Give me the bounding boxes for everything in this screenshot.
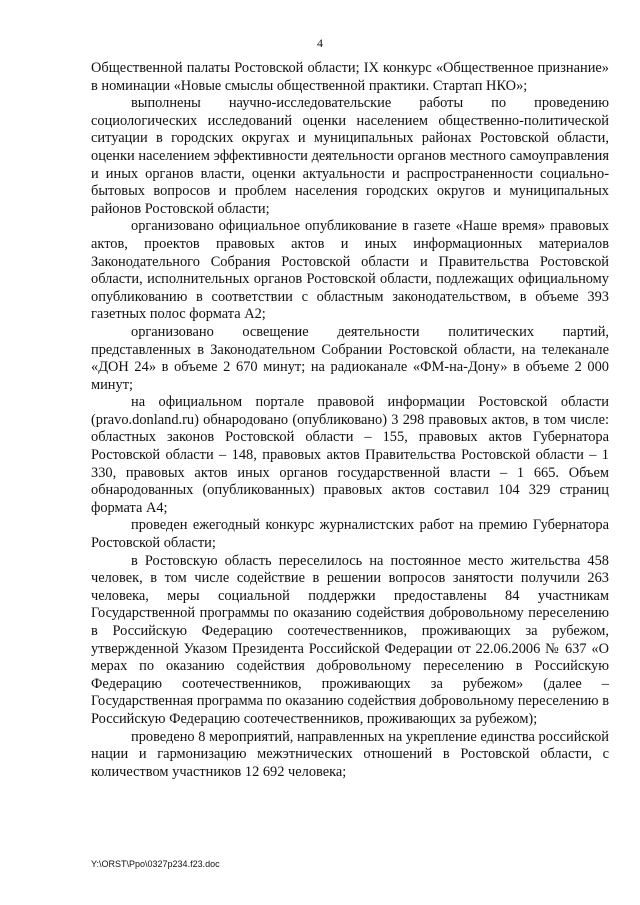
paragraph-journalism-contest: проведен ежегодный конкурс журналистских работ на премию Губернатора Ростовской области; <box>91 517 609 552</box>
footer-file-path: Y:\ORST\Ppo\0327p234.f23.doc <box>91 859 220 869</box>
paragraph-continuation: Общественной палаты Ростовской области; IX конкурс «Общественное признание» в номинации «Новые смыслы общественной практики. Стартап НКО»; <box>91 60 609 94</box>
page-number: 4 <box>317 36 323 50</box>
paragraph-publication: организовано официальное опубликование в газете «Наше время» правовых актов, проектов правовых актов и иных информационных материалов Законодательного Собрания Ростовской области и Правительства Ростовской области, исполнительных органов Ростовской области, подлежащих официальному опубликованию в соответствии с областным законодательством, в объеме 393 газетных полос формата А2; <box>91 218 609 323</box>
paragraph-resettlement: в Ростовскую область переселилось на постоянное место жительства 458 человек, в том числе содействие в решении вопросов занятости получили 263 человека, меры социальной поддержки предоставлены 84 участникам Государственной программы по оказанию содействия добровольному переселению в Российскую Федерацию соотечественников, проживающих за рубежом, утвержденной Указом Президента Российской Федерации от 22.06.2006 № 637 «О мерах по оказанию содействия добровольному переселению в Российскую Федерацию соотечественников, проживающих за рубежом» (далее – Государственная программа по оказанию содействия добровольному переселению в Российскую Федерацию соотечественников, проживающих за рубежом); <box>91 552 609 727</box>
paragraph-events: проведено 8 мероприятий, направленных на укрепление единства российской нации и гармонизацию межэтнических отношений в Ростовской области, с количеством участников 12 692 человека; <box>91 728 609 780</box>
paragraph-research: выполнены научно-исследовательские работы по проведению социологических исследований оценки населением общественно-политической ситуации в городских округах и муниципальных районах Ростовской области, оценки населением эффективности деятельности органов местного самоуправления и иных органов власти, оценки актуальности и распространенности социально-бытовых вопросов и проблем населения городских округов и муниципальных районов Ростовской области; <box>91 95 609 217</box>
paragraph-party-coverage: организовано освещение деятельности политических партий, представленных в Законодательном Собрании Ростовской области, на телеканале «ДОН 24» в объеме 2 670 минут; на радиоканале «ФМ-на-Дону» в объеме 2 000 минут; <box>91 323 609 393</box>
paragraph-legal-portal: на официальном портале правовой информации Ростовской области (pravo.donland.ru) обнародовано (опубликовано) 3 298 правовых актов, в том числе: областных законов Ростовской области – 155, правовых актов Губернатора Ростовской области – 148, правовых актов Правительства Ростовской области – 1 330, правовых актов иных органов государственной власти – 1 665. Объем обнародованных (опубликованных) правовых актов составил 104 329 страниц формата А4; <box>91 394 609 516</box>
document-body <box>91 60 609 781</box>
